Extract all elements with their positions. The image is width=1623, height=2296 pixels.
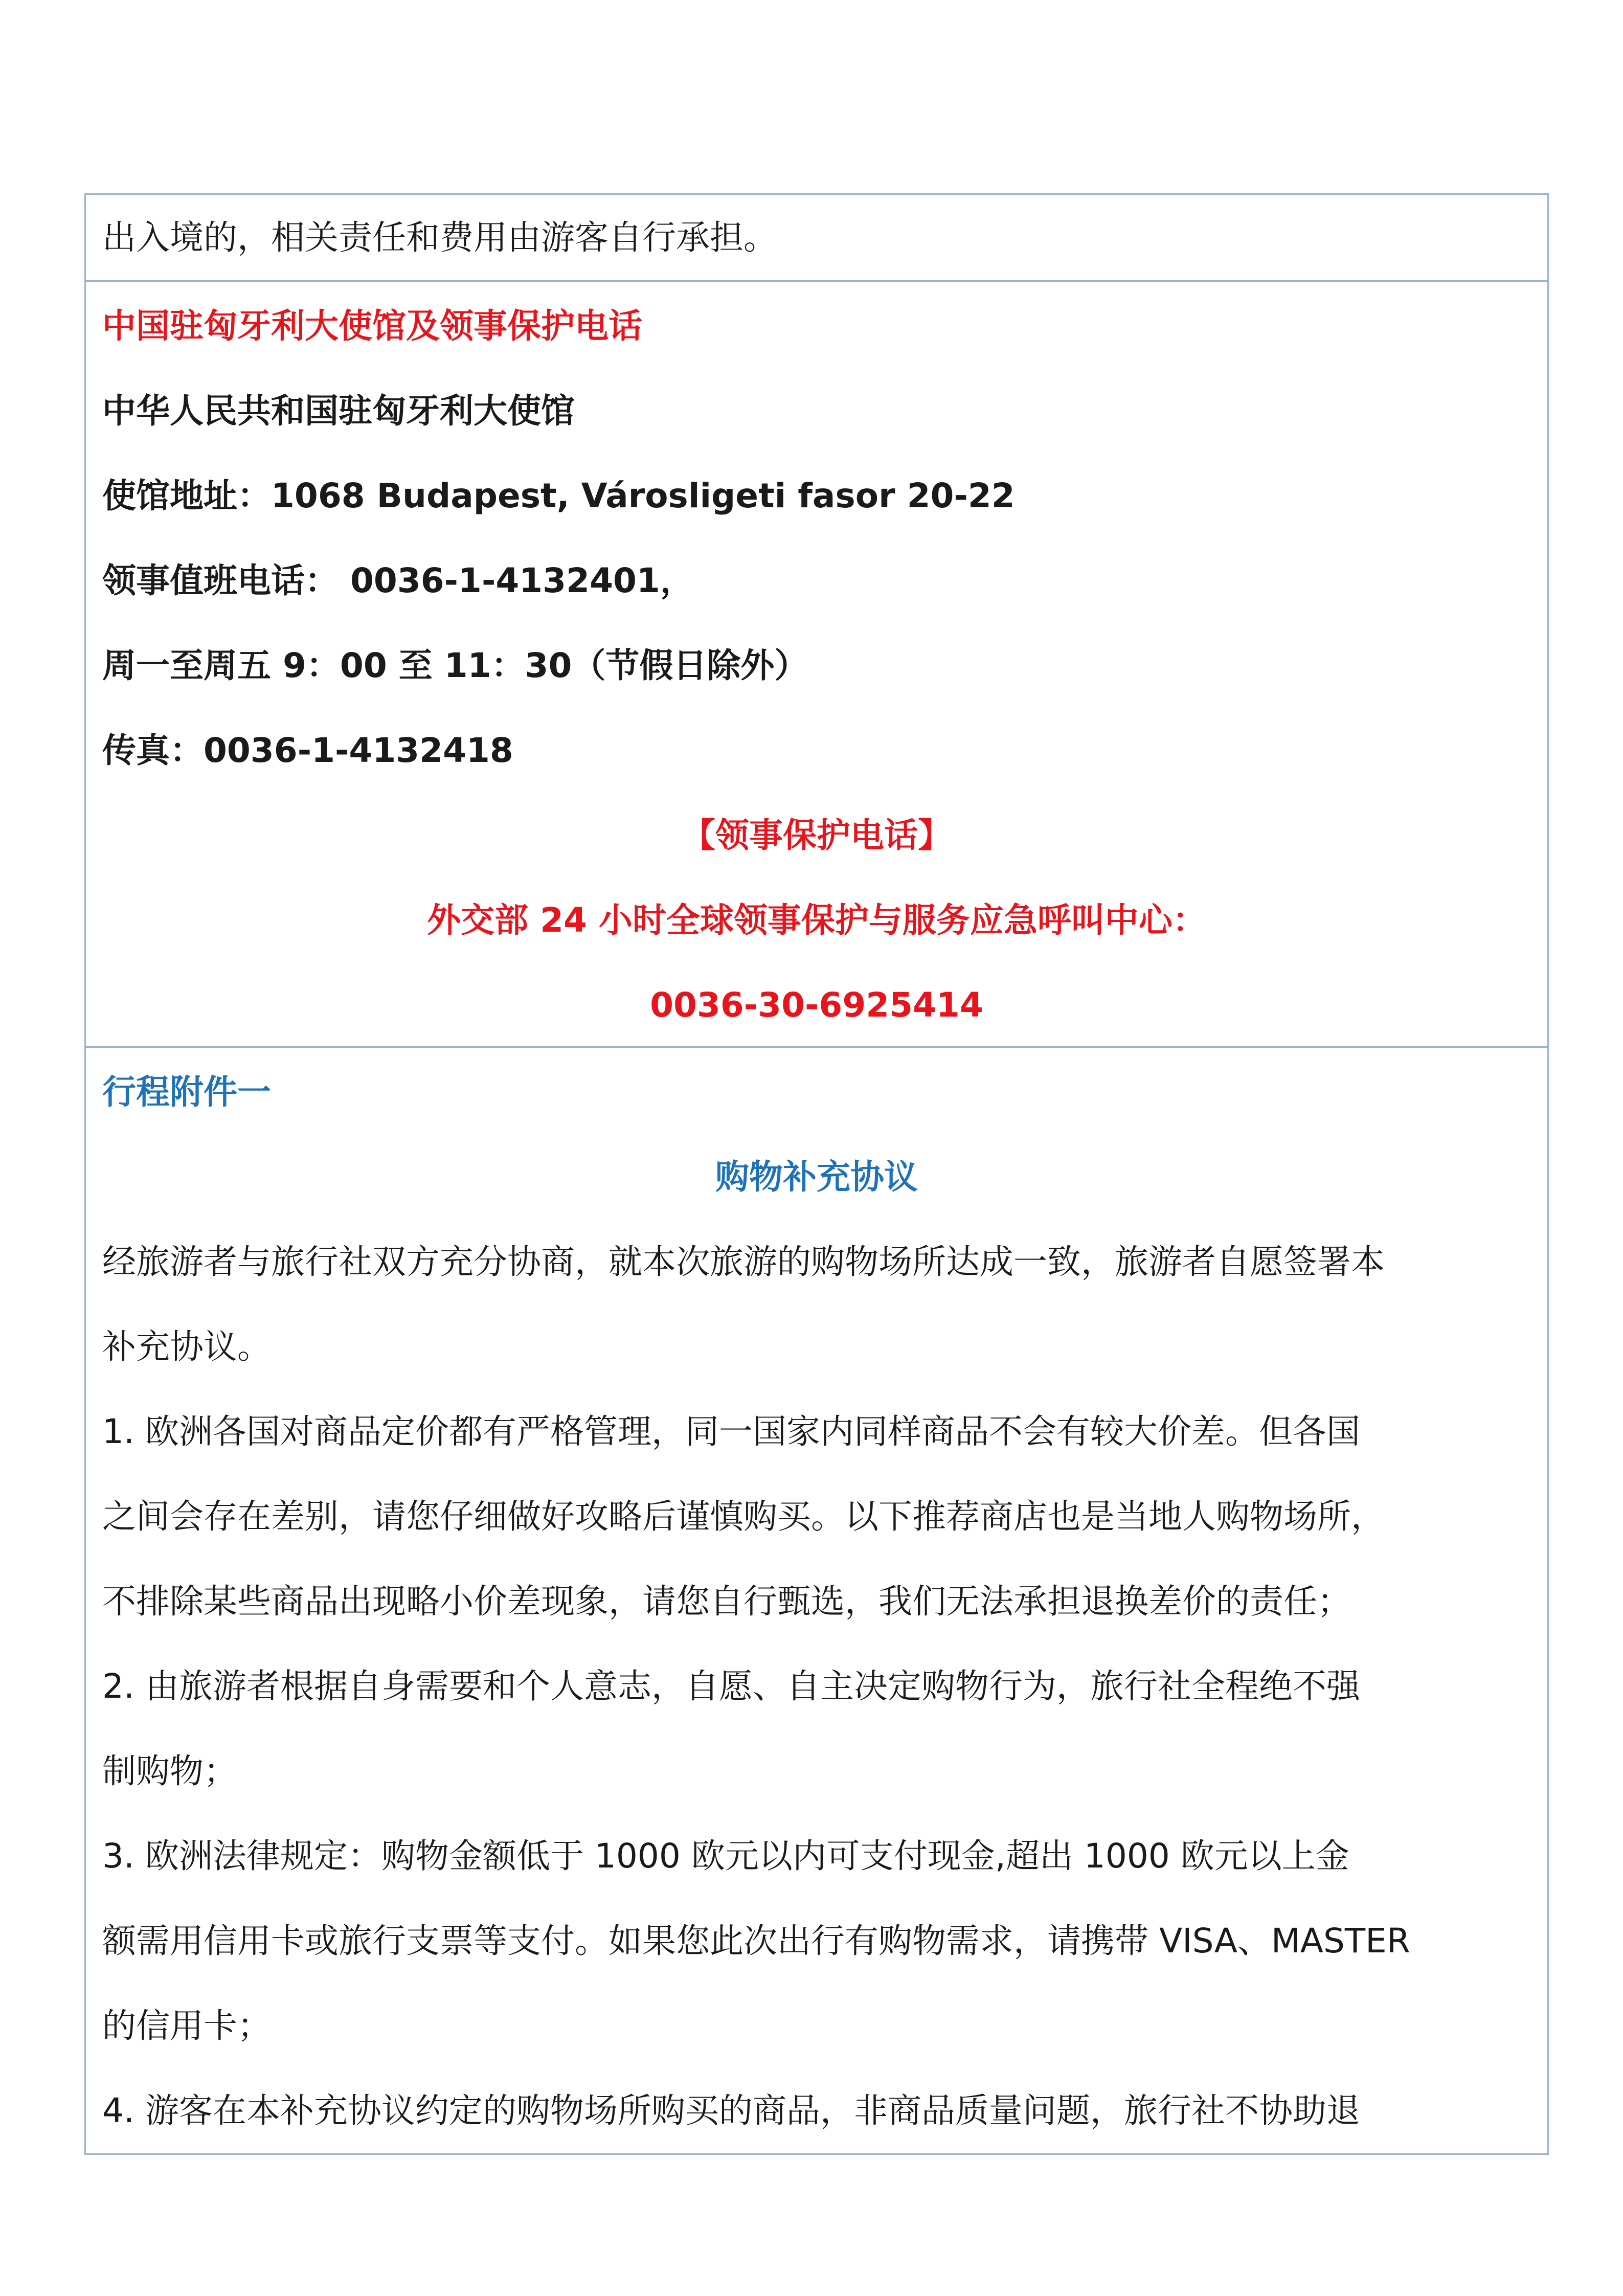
list-item: 4. 游客在本补充协议约定的购物场所购买的商品，非商品质量问题，旅行社不协助退: [102, 2091, 1360, 2130]
embassy-address: 使馆地址：1068 Budapest, Városligeti fasor 20-22: [102, 476, 1015, 515]
fax-number: 传真：0036-1-4132418: [102, 731, 513, 770]
hotline-label: 外交部 24 小时全球领事保护与服务应急呼叫中心：: [427, 901, 1206, 940]
intro-paragraph: 经旅游者与旅行社双方充分协商，就本次旅游的购物场所达成一致，旅游者自愿签署本 补充协议。: [102, 1242, 1385, 1366]
table-row: [86, 195, 1547, 282]
attachment-section: [86, 1048, 1547, 2153]
hotline-number: 0036-30-6925414: [650, 985, 983, 1025]
list-item: 1. 欧洲各国对商品定价都有严格管理，同一国家内同样商品不会有较大价差。但各国 之间会存在差别，请您仔细做好攻略后谨慎购买。以下推荐商店也是当地人购物场所， 不排除某些商品出现略小价差现象，请您自行甄选，我们无法承担退换差价的责任；: [102, 1412, 1385, 1621]
office-hours: 周一至周五 9：00 至 11：30（节假日除外）: [102, 646, 808, 685]
embassy-heading: 中国驻匈牙利大使馆及领事保护电话: [102, 306, 642, 346]
content-table: [84, 193, 1549, 2155]
protection-title: 【领事保护电话】: [682, 816, 952, 855]
attachment-label: 行程附件一: [102, 1072, 271, 1112]
row1-text: 出入境的，相关责任和费用由游客自行承担。: [102, 218, 777, 257]
embassy-name: 中华人民共和国驻匈牙利大使馆: [102, 391, 575, 431]
list-item: 2. 由旅游者根据自身需要和个人意志，自愿、自主决定购物行为，旅行社全程绝不强 制购物；: [102, 1667, 1360, 1791]
duty-phone: 领事值班电话： 0036-1-4132401，: [102, 561, 694, 600]
attachment-title: 购物补充协议: [715, 1157, 918, 1197]
embassy-section: [86, 282, 1547, 1048]
list-item: 3. 欧洲法律规定：购物金额低于 1000 欧元以内可支付现金,超出 1000 欧元以上金 额需用信用卡或旅行支票等支付。如果您此次出行有购物需求，请携带 VISA、MASTER 的信用卡；: [102, 1836, 1410, 2045]
